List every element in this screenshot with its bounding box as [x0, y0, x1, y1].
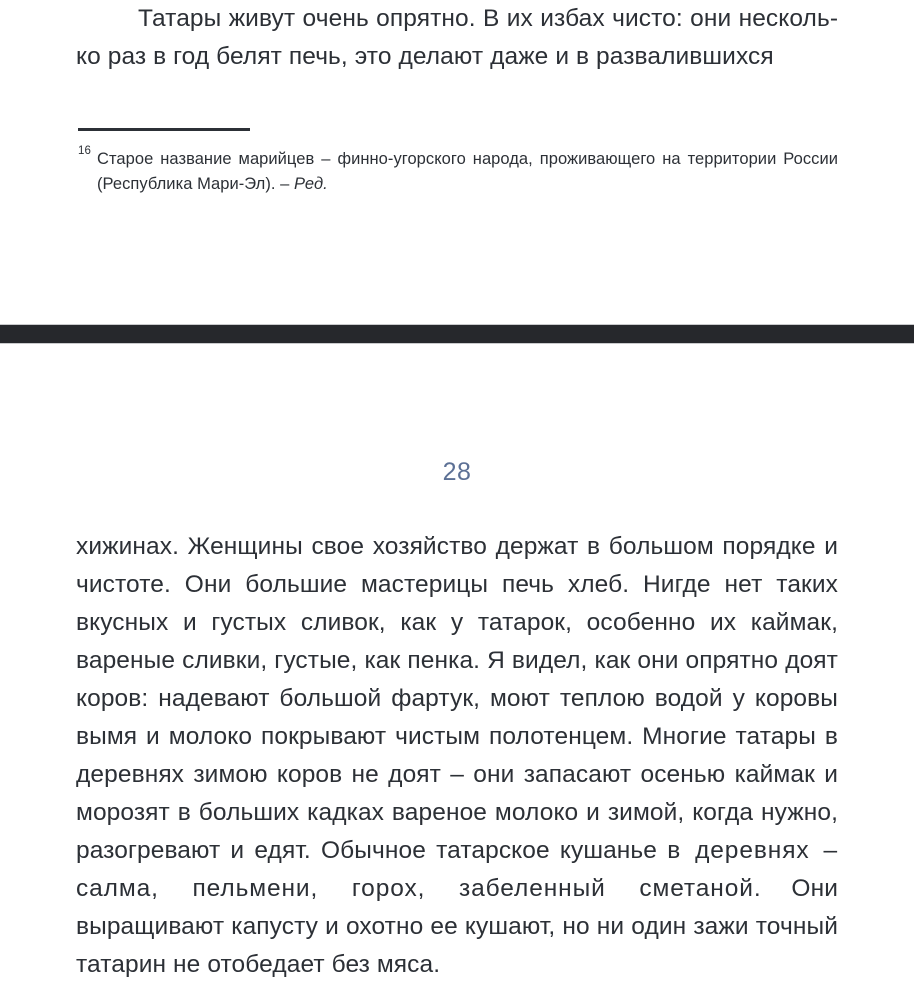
- text-line: вкусных и густых сливок, как у татарок, особенно их каймак,: [76, 609, 838, 636]
- text-line: хижинах. Женщины свое хозяйство держат в большом порядке: [76, 533, 816, 560]
- text-line: вареные сливки, густые, как пенка. Я видел, как они опрятно: [76, 647, 779, 674]
- page-number: 28: [442, 458, 472, 486]
- text-line: татары в деревнях зимою коров не доят – они запасают осенью: [76, 723, 838, 788]
- footnote-entry: [76, 147, 838, 197]
- text-line: в деревнях – салма, пельмени, горох, забеленный сметаной.: [76, 837, 838, 902]
- text-line: Они выращивают капусту и охотно ее кушают, но ни один зажи: [76, 875, 838, 940]
- top-fragment-paragraph: Татары живут очень опрятно. В их избах чисто: они несколько раз в год белят печь, это делают даже и в развалившихся: [76, 5, 838, 70]
- text-line: и чистоте. Они большие мастерицы печь хлеб. Нигде нет таких: [76, 533, 838, 598]
- footnote-block: [76, 128, 838, 197]
- main-paragraph: [76, 528, 838, 984]
- footnote-text: Старое название марийцев – финно-угорского народа, проживающего на территории России (Республика Мари-Эл). –: [97, 150, 838, 193]
- footnote-attribution: Ред.: [294, 175, 328, 193]
- text-line: коровы вымя и молоко покрывают чистым полотенцем. Многие: [76, 685, 838, 750]
- text-line: точный татарин не отобедает без мяса.: [76, 913, 838, 978]
- text-line: каймак и морозят в больших кадках вареное молоко и зимой,: [76, 761, 838, 826]
- text-line: доят коров: надевают большой фартук, моют теплою водой у: [76, 647, 838, 712]
- page-separator-band: [0, 325, 914, 343]
- footnote-separator-rule: [78, 128, 250, 131]
- footnote-marker: 16: [78, 145, 91, 157]
- main-text-block: [76, 528, 838, 984]
- text-line: когда нужно, разогревают и едят. Обычное татарское кушанье: [76, 799, 838, 864]
- top-page-text-block: [76, 0, 838, 76]
